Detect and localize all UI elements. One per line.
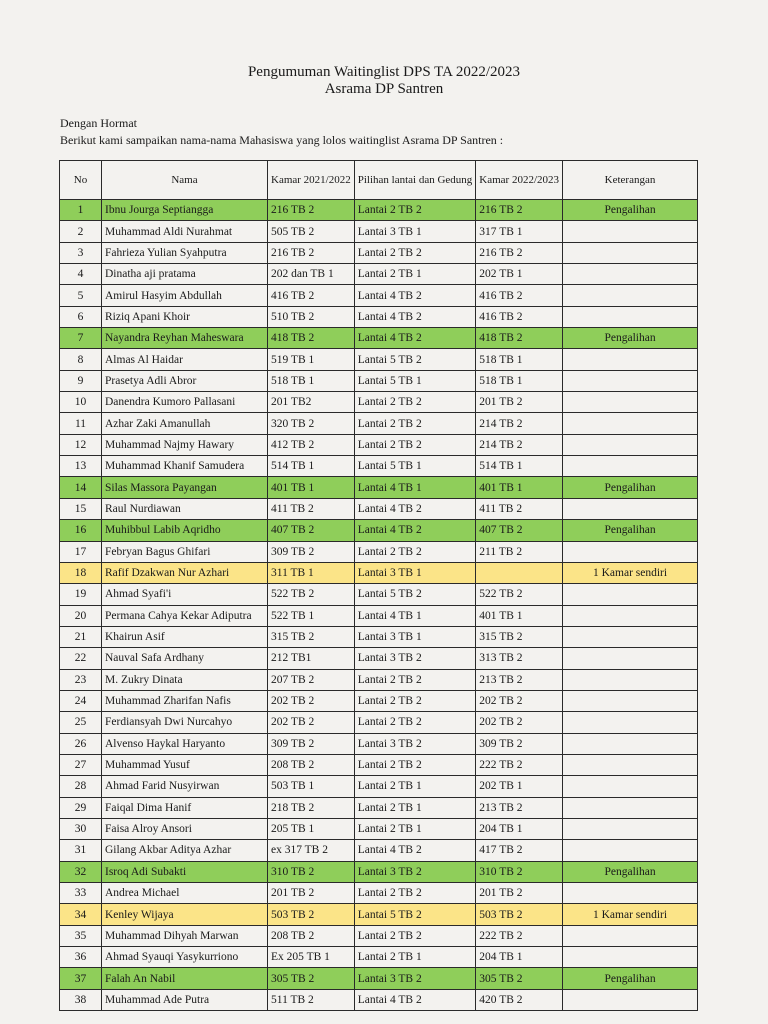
table-row — [60, 520, 698, 541]
no-cell: 13 — [60, 456, 102, 477]
keterangan-cell — [563, 306, 698, 327]
keterangan-cell — [563, 349, 698, 370]
keterangan-cell — [563, 392, 698, 413]
keterangan-cell — [563, 989, 698, 1010]
table-row — [60, 456, 698, 477]
table-row — [60, 925, 698, 946]
no-cell: 3 — [60, 242, 102, 263]
pilihan-cell: Lantai 4 TB 2 — [354, 328, 476, 349]
kamar-2021-cell: 418 TB 2 — [268, 328, 355, 349]
name-cell: Khairun Asif — [102, 626, 268, 647]
no-cell: 16 — [60, 520, 102, 541]
name-cell: Alvenso Haykal Haryanto — [102, 733, 268, 754]
kamar-2021-cell: 522 TB 1 — [268, 605, 355, 626]
kamar-2021-cell: 208 TB 2 — [268, 754, 355, 775]
keterangan-cell — [563, 690, 698, 711]
pilihan-cell: Lantai 3 TB 2 — [354, 968, 476, 989]
keterangan-cell: Pengalihan — [563, 200, 698, 221]
no-cell: 18 — [60, 562, 102, 583]
no-cell: 19 — [60, 584, 102, 605]
document-title: Pengumuman Waitinglist DPS TA 2022/2023 — [247, 64, 521, 80]
kamar-2022-cell: 522 TB 2 — [476, 584, 563, 605]
table-header-row — [60, 161, 698, 200]
name-cell: Dinatha aji pratama — [102, 264, 268, 285]
no-cell: 5 — [60, 285, 102, 306]
no-cell: 32 — [60, 861, 102, 882]
keterangan-cell — [563, 626, 698, 647]
header-nama: Nama — [102, 161, 268, 200]
no-cell: 31 — [60, 840, 102, 861]
kamar-2022-cell: 201 TB 2 — [476, 392, 563, 413]
table-row — [60, 797, 698, 818]
no-cell: 14 — [60, 477, 102, 498]
pilihan-cell: Lantai 2 TB 2 — [354, 754, 476, 775]
no-cell: 8 — [60, 349, 102, 370]
keterangan-cell — [563, 264, 698, 285]
pilihan-cell: Lantai 2 TB 1 — [354, 264, 476, 285]
table-row — [60, 883, 698, 904]
kamar-2022-cell — [476, 562, 563, 583]
keterangan-cell — [563, 669, 698, 690]
no-cell: 1 — [60, 200, 102, 221]
kamar-2021-cell: 412 TB 2 — [268, 434, 355, 455]
name-cell: Isroq Adi Subakti — [102, 861, 268, 882]
table-body — [60, 200, 698, 1011]
no-cell: 15 — [60, 498, 102, 519]
keterangan-cell — [563, 840, 698, 861]
no-cell: 29 — [60, 797, 102, 818]
table-row — [60, 370, 698, 391]
name-cell: Nayandra Reyhan Maheswara — [102, 328, 268, 349]
kamar-2021-cell: 309 TB 2 — [268, 541, 355, 562]
no-cell: 35 — [60, 925, 102, 946]
no-cell: 37 — [60, 968, 102, 989]
pilihan-cell: Lantai 3 TB 2 — [354, 733, 476, 754]
no-cell: 4 — [60, 264, 102, 285]
pilihan-cell: Lantai 4 TB 1 — [354, 605, 476, 626]
name-cell: M. Zukry Dinata — [102, 669, 268, 690]
name-cell: Kenley Wijaya — [102, 904, 268, 925]
kamar-2021-cell: ex 317 TB 2 — [268, 840, 355, 861]
kamar-2022-cell: 317 TB 1 — [476, 221, 563, 242]
kamar-2022-cell: 514 TB 1 — [476, 456, 563, 477]
kamar-2022-cell: 202 TB 2 — [476, 690, 563, 711]
name-cell: Prasetya Adli Abror — [102, 370, 268, 391]
table-row — [60, 733, 698, 754]
kamar-2022-cell: 407 TB 2 — [476, 520, 563, 541]
keterangan-cell: Pengalihan — [563, 968, 698, 989]
keterangan-cell — [563, 648, 698, 669]
name-cell: Fahrieza Yulian Syahputra — [102, 242, 268, 263]
table-row — [60, 200, 698, 221]
no-cell: 28 — [60, 776, 102, 797]
document-subtitle: Asrama DP Santren — [324, 81, 444, 97]
kamar-2021-cell: 202 dan TB 1 — [268, 264, 355, 285]
keterangan-cell: Pengalihan — [563, 861, 698, 882]
kamar-2021-cell: 416 TB 2 — [268, 285, 355, 306]
name-cell: Ahmad Syauqi Yasykurriono — [102, 947, 268, 968]
table-row — [60, 989, 698, 1010]
kamar-2022-cell: 309 TB 2 — [476, 733, 563, 754]
keterangan-cell — [563, 413, 698, 434]
kamar-2022-cell: 202 TB 2 — [476, 712, 563, 733]
no-cell: 9 — [60, 370, 102, 391]
kamar-2021-cell: 311 TB 1 — [268, 562, 355, 583]
kamar-2021-cell: 320 TB 2 — [268, 413, 355, 434]
no-cell: 34 — [60, 904, 102, 925]
kamar-2022-cell: 213 TB 2 — [476, 797, 563, 818]
table-row — [60, 477, 698, 498]
keterangan-cell — [563, 883, 698, 904]
keterangan-cell — [563, 797, 698, 818]
no-cell: 2 — [60, 221, 102, 242]
pilihan-cell: Lantai 2 TB 2 — [354, 392, 476, 413]
no-cell: 38 — [60, 989, 102, 1010]
name-cell: Azhar Zaki Amanullah — [102, 413, 268, 434]
pilihan-cell: Lantai 3 TB 2 — [354, 861, 476, 882]
pilihan-cell: Lantai 2 TB 2 — [354, 925, 476, 946]
table-row — [60, 648, 698, 669]
table-row — [60, 562, 698, 583]
kamar-2021-cell: 202 TB 2 — [268, 690, 355, 711]
name-cell: Faisa Alroy Ansori — [102, 818, 268, 839]
no-cell: 23 — [60, 669, 102, 690]
pilihan-cell: Lantai 5 TB 2 — [354, 349, 476, 370]
table-row — [60, 669, 698, 690]
keterangan-cell — [563, 733, 698, 754]
header-kamar-2022: Kamar 2022/2023 — [476, 161, 563, 200]
pilihan-cell: Lantai 2 TB 2 — [354, 690, 476, 711]
no-cell: 10 — [60, 392, 102, 413]
keterangan-cell — [563, 818, 698, 839]
kamar-2021-cell: 201 TB 2 — [268, 883, 355, 904]
name-cell: Permana Cahya Kekar Adiputra — [102, 605, 268, 626]
no-cell: 26 — [60, 733, 102, 754]
intro-text: Berikut kami sampaikan nama-nama Mahasiswa yang lolos waitinglist Asrama DP Santren : — [60, 133, 504, 147]
kamar-2022-cell: 216 TB 2 — [476, 200, 563, 221]
no-cell: 11 — [60, 413, 102, 434]
kamar-2021-cell: 518 TB 1 — [268, 370, 355, 391]
kamar-2022-cell: 420 TB 2 — [476, 989, 563, 1010]
table-row — [60, 776, 698, 797]
pilihan-cell: Lantai 3 TB 1 — [354, 221, 476, 242]
kamar-2021-cell: 309 TB 2 — [268, 733, 355, 754]
name-cell: Riziq Apani Khoir — [102, 306, 268, 327]
kamar-2022-cell: 401 TB 1 — [476, 605, 563, 626]
name-cell: Febryan Bagus Ghifari — [102, 541, 268, 562]
table-row — [60, 498, 698, 519]
pilihan-cell: Lantai 4 TB 2 — [354, 989, 476, 1010]
name-cell: Muhammad Aldi Nurahmat — [102, 221, 268, 242]
pilihan-cell: Lantai 4 TB 1 — [354, 477, 476, 498]
kamar-2022-cell: 222 TB 2 — [476, 754, 563, 775]
kamar-2022-cell: 202 TB 1 — [476, 776, 563, 797]
kamar-2021-cell: 205 TB 1 — [268, 818, 355, 839]
keterangan-cell — [563, 605, 698, 626]
pilihan-cell: Lantai 4 TB 2 — [354, 498, 476, 519]
keterangan-cell — [563, 776, 698, 797]
kamar-2021-cell: 522 TB 2 — [268, 584, 355, 605]
name-cell: Amirul Hasyim Abdullah — [102, 285, 268, 306]
pilihan-cell: Lantai 2 TB 2 — [354, 242, 476, 263]
pilihan-cell: Lantai 5 TB 2 — [354, 904, 476, 925]
pilihan-cell: Lantai 2 TB 2 — [354, 200, 476, 221]
kamar-2022-cell: 214 TB 2 — [476, 413, 563, 434]
name-cell: Muhammad Dihyah Marwan — [102, 925, 268, 946]
kamar-2021-cell: 511 TB 2 — [268, 989, 355, 1010]
kamar-2022-cell: 214 TB 2 — [476, 434, 563, 455]
table-row — [60, 818, 698, 839]
kamar-2021-cell: 218 TB 2 — [268, 797, 355, 818]
name-cell: Almas Al Haidar — [102, 349, 268, 370]
kamar-2021-cell: 505 TB 2 — [268, 221, 355, 242]
pilihan-cell: Lantai 3 TB 1 — [354, 626, 476, 647]
name-cell: Muhammad Khanif Samudera — [102, 456, 268, 477]
kamar-2022-cell: 202 TB 1 — [476, 264, 563, 285]
keterangan-cell — [563, 947, 698, 968]
table-row — [60, 242, 698, 263]
kamar-2022-cell: 204 TB 1 — [476, 818, 563, 839]
pilihan-cell: Lantai 3 TB 2 — [354, 648, 476, 669]
keterangan-cell: 1 Kamar sendiri — [563, 562, 698, 583]
table-row — [60, 947, 698, 968]
pilihan-cell: Lantai 2 TB 2 — [354, 712, 476, 733]
kamar-2022-cell: 305 TB 2 — [476, 968, 563, 989]
table-row — [60, 306, 698, 327]
name-cell: Ahmad Farid Nusyirwan — [102, 776, 268, 797]
pilihan-cell: Lantai 4 TB 2 — [354, 306, 476, 327]
kamar-2022-cell: 216 TB 2 — [476, 242, 563, 263]
table-row — [60, 626, 698, 647]
pilihan-cell: Lantai 2 TB 2 — [354, 434, 476, 455]
pilihan-cell: Lantai 4 TB 2 — [354, 520, 476, 541]
no-cell: 30 — [60, 818, 102, 839]
kamar-2022-cell: 201 TB 2 — [476, 883, 563, 904]
no-cell: 6 — [60, 306, 102, 327]
name-cell: Muhammad Najmy Hawary — [102, 434, 268, 455]
kamar-2021-cell: 201 TB2 — [268, 392, 355, 413]
keterangan-cell: Pengalihan — [563, 477, 698, 498]
table-row — [60, 413, 698, 434]
keterangan-cell: Pengalihan — [563, 520, 698, 541]
kamar-2022-cell: 518 TB 1 — [476, 370, 563, 391]
table-row — [60, 434, 698, 455]
no-cell: 17 — [60, 541, 102, 562]
kamar-2021-cell: 208 TB 2 — [268, 925, 355, 946]
table-row — [60, 690, 698, 711]
kamar-2021-cell: 315 TB 2 — [268, 626, 355, 647]
no-cell: 20 — [60, 605, 102, 626]
name-cell: Danendra Kumoro Pallasani — [102, 392, 268, 413]
keterangan-cell — [563, 456, 698, 477]
kamar-2022-cell: 518 TB 1 — [476, 349, 563, 370]
table-row — [60, 392, 698, 413]
kamar-2022-cell: 418 TB 2 — [476, 328, 563, 349]
pilihan-cell: Lantai 2 TB 2 — [354, 413, 476, 434]
kamar-2022-cell: 211 TB 2 — [476, 541, 563, 562]
no-cell: 36 — [60, 947, 102, 968]
pilihan-cell: Lantai 2 TB 2 — [354, 541, 476, 562]
kamar-2021-cell: 514 TB 1 — [268, 456, 355, 477]
pilihan-cell: Lantai 2 TB 2 — [354, 669, 476, 690]
kamar-2021-cell: 510 TB 2 — [268, 306, 355, 327]
keterangan-cell — [563, 242, 698, 263]
kamar-2022-cell: 417 TB 2 — [476, 840, 563, 861]
kamar-2021-cell: 503 TB 1 — [268, 776, 355, 797]
table-row — [60, 285, 698, 306]
table-row — [60, 328, 698, 349]
keterangan-cell — [563, 221, 698, 242]
name-cell: Muhammad Zharifan Nafis — [102, 690, 268, 711]
table-row — [60, 349, 698, 370]
no-cell: 7 — [60, 328, 102, 349]
kamar-2022-cell: 310 TB 2 — [476, 861, 563, 882]
kamar-2021-cell: 519 TB 1 — [268, 349, 355, 370]
kamar-2021-cell: 216 TB 2 — [268, 200, 355, 221]
name-cell: Ferdiansyah Dwi Nurcahyo — [102, 712, 268, 733]
kamar-2022-cell: 204 TB 1 — [476, 947, 563, 968]
header-pilihan: Pilihan lantai dan Gedung — [354, 161, 476, 200]
kamar-2022-cell: 503 TB 2 — [476, 904, 563, 925]
kamar-2022-cell: 313 TB 2 — [476, 648, 563, 669]
keterangan-cell: Pengalihan — [563, 328, 698, 349]
pilihan-cell: Lantai 4 TB 2 — [354, 840, 476, 861]
name-cell: Gilang Akbar Aditya Azhar — [102, 840, 268, 861]
keterangan-cell: 1 Kamar sendiri — [563, 904, 698, 925]
kamar-2022-cell: 411 TB 2 — [476, 498, 563, 519]
no-cell: 21 — [60, 626, 102, 647]
table-row — [60, 264, 698, 285]
waitinglist-table — [59, 160, 698, 1011]
kamar-2022-cell: 416 TB 2 — [476, 285, 563, 306]
kamar-2022-cell: 222 TB 2 — [476, 925, 563, 946]
table-row — [60, 605, 698, 626]
keterangan-cell — [563, 925, 698, 946]
no-cell: 24 — [60, 690, 102, 711]
no-cell: 25 — [60, 712, 102, 733]
kamar-2022-cell: 401 TB 1 — [476, 477, 563, 498]
table-row — [60, 904, 698, 925]
table-row — [60, 541, 698, 562]
keterangan-cell — [563, 434, 698, 455]
header-keterangan: Keterangan — [563, 161, 698, 200]
pilihan-cell: Lantai 5 TB 1 — [354, 456, 476, 477]
pilihan-cell: Lantai 2 TB 1 — [354, 818, 476, 839]
keterangan-cell — [563, 541, 698, 562]
no-cell: 12 — [60, 434, 102, 455]
no-cell: 33 — [60, 883, 102, 904]
keterangan-cell — [563, 584, 698, 605]
name-cell: Nauval Safa Ardhany — [102, 648, 268, 669]
table-row — [60, 221, 698, 242]
no-cell: 27 — [60, 754, 102, 775]
keterangan-cell — [563, 754, 698, 775]
name-cell: Ibnu Jourga Septiangga — [102, 200, 268, 221]
name-cell: Muhammad Yusuf — [102, 754, 268, 775]
keterangan-cell — [563, 712, 698, 733]
kamar-2022-cell: 315 TB 2 — [476, 626, 563, 647]
keterangan-cell — [563, 370, 698, 391]
table-row — [60, 754, 698, 775]
table-row — [60, 840, 698, 861]
kamar-2022-cell: 416 TB 2 — [476, 306, 563, 327]
header-kamar-2021: Kamar 2021/2022 — [268, 161, 355, 200]
pilihan-cell: Lantai 5 TB 2 — [354, 584, 476, 605]
pilihan-cell: Lantai 4 TB 2 — [354, 285, 476, 306]
kamar-2021-cell: 310 TB 2 — [268, 861, 355, 882]
pilihan-cell: Lantai 2 TB 1 — [354, 947, 476, 968]
kamar-2021-cell: 305 TB 2 — [268, 968, 355, 989]
kamar-2021-cell: 401 TB 1 — [268, 477, 355, 498]
pilihan-cell: Lantai 2 TB 1 — [354, 776, 476, 797]
name-cell: Falah An Nabil — [102, 968, 268, 989]
pilihan-cell: Lantai 3 TB 1 — [354, 562, 476, 583]
pilihan-cell: Lantai 5 TB 1 — [354, 370, 476, 391]
kamar-2022-cell: 213 TB 2 — [476, 669, 563, 690]
no-cell: 22 — [60, 648, 102, 669]
kamar-2021-cell: Ex 205 TB 1 — [268, 947, 355, 968]
kamar-2021-cell: 202 TB 2 — [268, 712, 355, 733]
header-no: No — [60, 161, 102, 200]
kamar-2021-cell: 207 TB 2 — [268, 669, 355, 690]
name-cell: Rafif Dzakwan Nur Azhari — [102, 562, 268, 583]
table-row — [60, 968, 698, 989]
name-cell: Silas Massora Payangan — [102, 477, 268, 498]
table-row — [60, 584, 698, 605]
pilihan-cell: Lantai 2 TB 1 — [354, 797, 476, 818]
kamar-2021-cell: 216 TB 2 — [268, 242, 355, 263]
kamar-2021-cell: 411 TB 2 — [268, 498, 355, 519]
pilihan-cell: Lantai 2 TB 2 — [354, 883, 476, 904]
table-row — [60, 712, 698, 733]
name-cell: Raul Nurdiawan — [102, 498, 268, 519]
keterangan-cell — [563, 285, 698, 306]
name-cell: Faiqal Dima Hanif — [102, 797, 268, 818]
name-cell: Muhammad Ade Putra — [102, 989, 268, 1010]
keterangan-cell — [563, 498, 698, 519]
kamar-2021-cell: 212 TB1 — [268, 648, 355, 669]
kamar-2021-cell: 407 TB 2 — [268, 520, 355, 541]
name-cell: Ahmad Syafi'i — [102, 584, 268, 605]
name-cell: Andrea Michael — [102, 883, 268, 904]
kamar-2021-cell: 503 TB 2 — [268, 904, 355, 925]
greeting-text: Dengan Hormat — [60, 116, 137, 130]
name-cell: Muhibbul Labib Aqridho — [102, 520, 268, 541]
table-row — [60, 861, 698, 882]
